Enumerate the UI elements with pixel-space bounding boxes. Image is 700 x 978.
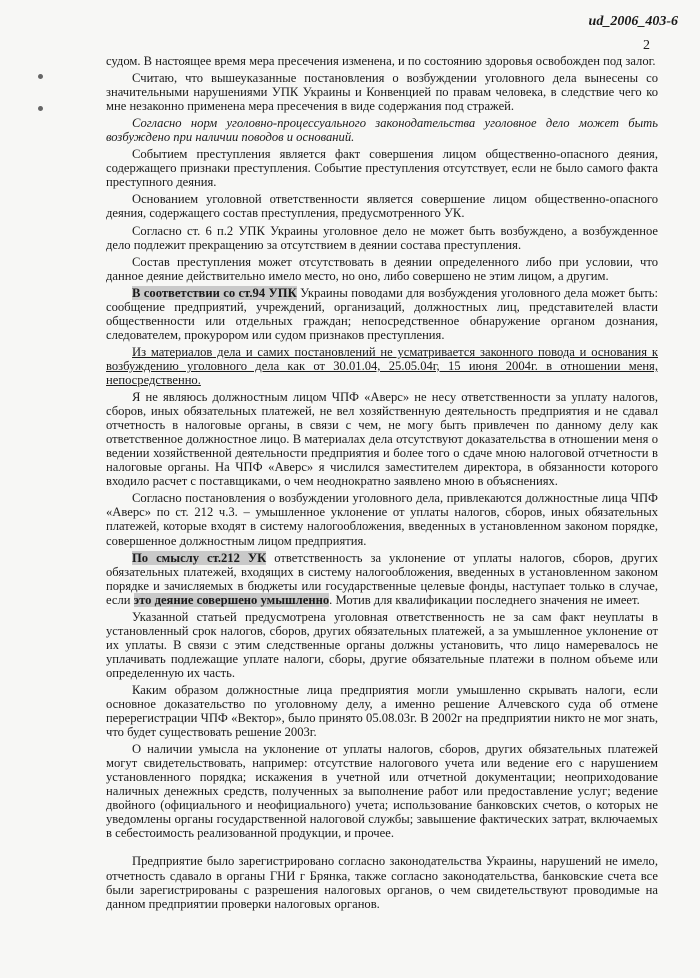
text-run: Событием преступления является факт совершения лицом общественно-опасного деяния, содержащего признаки преступления. Событие преступления отсутствует, если не было самого факта преступного деяния. — [106, 147, 658, 190]
text-run: Состав преступления может отсутствовать в деянии определенного либо при условии, что данное деяние действительно имело место, но оно, либо совершено не этим лицом, а другим. — [106, 254, 658, 283]
text-run: ответственность за уклонение от уплаты налогов, сборов, других обязательных платежей, входящих в систему налогообложения, введенных в установленном законом порядке и зачисляемых в бюджеты или государственные целевые фонды, наступает только в случае, если — [106, 550, 658, 607]
text-run: это деяние совершено умышленно — [133, 592, 330, 607]
document-body — [106, 54, 658, 911]
paragraph — [106, 255, 658, 283]
paragraph — [106, 491, 658, 547]
paragraph — [106, 610, 658, 680]
document-id: ud_2006_403-6 — [588, 14, 678, 29]
paragraph — [106, 116, 658, 144]
text-run: судом. В настоящее время мера пресечения изменена, и по состоянию здоровья освобожден под залог. — [106, 54, 656, 68]
paragraph — [106, 54, 658, 68]
paragraph — [106, 192, 658, 220]
text-run: Каким образом должностные лица предприятия могли умышленно скрывать налоги, если основное доказательство по уголовному делу, а именно решение Алчевского суда об отмене перерегистрации ЧПФ «Вектор», было принято 05.08.03г. В 2002г на предприятии никто не мог знать, что будет существовать решение 2003г. — [106, 682, 658, 740]
text-run: Согласно постановления о возбуждении уголовного дела, привлекаются должностные лица ЧПФ «Аверс» по ст. 212 ч.3. – умышленное уклонение от уплаты налогов, сборов, иных обязательных платежей, которые входят в систему налогообложения, введенных в установленном законом порядке, совершенное должностным лицом предприятия. — [106, 491, 658, 548]
text-run: Считаю, что вышеуказанные постановления о возбуждении уголовного дела вынесены со значительными нарушениями УПК Украины и Конвенцией по правам человека, в следствие чего ко мне незаконно применена мера пресечения в виде содержания под стражей. — [106, 71, 658, 114]
text-run: В соответствии со ст.94 УПК — [132, 285, 297, 300]
text-run: Из материалов дела и самих постановлений не усматривается законного повода и основания к возбуждению уголовного дела как от 30.01.04, 25.05.04г, 15 июня 2004г. в отношении меня, непосредственно. — [106, 344, 658, 387]
text-run: Основанием уголовной ответственности является совершение лицом общественно-опасного деяния, содержащего состав преступления, предусмотренного УК. — [106, 192, 658, 221]
scan-mark — [38, 106, 43, 111]
page-number: 2 — [643, 38, 650, 53]
scan-mark — [38, 74, 43, 79]
paragraph — [106, 286, 658, 342]
paragraph — [106, 854, 658, 910]
paragraph — [106, 147, 658, 189]
paragraph — [106, 224, 658, 252]
text-run: По смыслу ст.212 УК — [132, 550, 267, 565]
text-run: Украины поводами для возбуждения уголовного дела может быть: сообщение предприятий, учреждений, организаций, должностных лиц, представителей власти общественности или отдельных граждан; непосредственное обнаружение органом дознания, следователем, прокурором или судом признаков преступления. — [106, 285, 658, 342]
text-run: Согласно норм уголовно-процессуального законодательства уголовное дело может быть возбуждено при наличии поводов и оснований. — [106, 116, 658, 145]
text-run: Указанной статьей предусмотрена уголовная ответственность не за сам факт неуплаты в установленный срок налогов, сборов, других обязательных платежей, а за умышленное уклонение от их уплаты. В связи с этим следственные органы должны установить, что лицо намеревалось не уплачивать подлежащие уплате налоги, сборы, другие обязательные платежи в полном объеме или определенную их часть. — [106, 609, 658, 680]
paragraph — [106, 71, 658, 113]
paragraph — [106, 390, 658, 488]
text-run: Согласно ст. 6 п.2 УПК Украины уголовное дело не может быть возбуждено, а возбужденное дело подлежит прекращению за отсутствием в деянии состава преступления. — [106, 223, 658, 252]
paragraph — [106, 345, 658, 387]
text-run: Предприятие было зарегистрировано согласно законодательства Украины, нарушений не имело, отчетность сдавало в органы ГНИ г Брянка, также согласно законодательства, банковские счета все были зарегистрированы с разрешения налоговых органов, о чем свидетельствуют проводимые на данном предприятии проверки налоговых органов. — [106, 854, 658, 911]
text-run: . Мотив для квалификации последнего значения не имеет. — [329, 592, 640, 607]
paragraph — [106, 742, 658, 840]
text-run: Я не являюсь должностным лицом ЧПФ «Аверс» не несу ответственности за уплату налогов, сборов, иных обязательных платежей, не вел хозяйственную деятельность предприятия и не сдавал отчетность в налоговые органы, в связи с чем, не могу быть привлечен по данному делу как ответственное должностное лицо. В материалах дела отсутствуют доказательства в отношении меня о ведении хозяйственной деятельности предприятия и более того о сдаче мною налоговой отчетности в налоговые органы. На ЧПФ «Аверс» я числился заместителем директора, в обязанности которого входило расчет с поставщиками, о чем неоднократно заявлено мною в объяснениях. — [106, 390, 658, 489]
paragraph — [106, 551, 658, 607]
paragraph — [106, 683, 658, 739]
text-run: О наличии умысла на уклонение от уплаты налогов, сборов, других обязательных платежей могут свидетельствовать, например: отсутствие налогового учета или ведение его с нарушением установленного порядка; искажения в учетной или отчетной документации; неоприходование наличных денежных средств, полученных за выполнение работ или предоставление услуг; ведение двойного (официального и неофициального) учета; использование банковских счетов, о которых не уведомлены органы государственной налоговой службы; завышение фактических затрат, включаемых в себестоимость реализованной продукции, и прочее. — [106, 742, 658, 841]
